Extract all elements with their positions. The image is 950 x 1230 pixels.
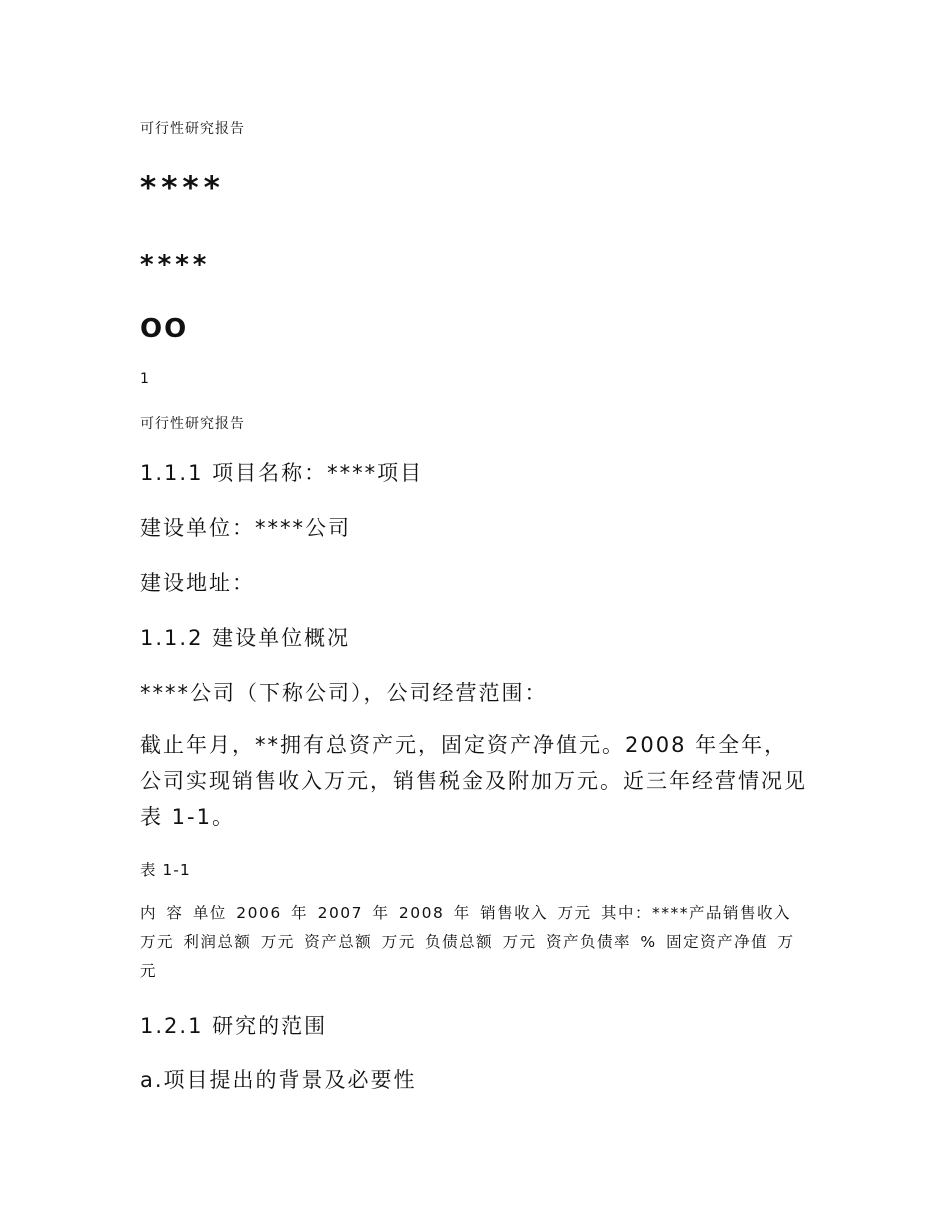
company-scope-line: ****公司（下称公司），公司经营范围： bbox=[140, 681, 548, 705]
table-caption: 表 1-1 bbox=[140, 861, 191, 879]
section-heading-1-2-1: 1.2.1 研究的范围 bbox=[140, 1014, 328, 1038]
page-header: 可行性研究报告 bbox=[140, 121, 245, 137]
company-summary-paragraph: 截止年月，**拥有总资产元，固定资产净值元。2008 年全年，公司实现销售收入万元，销售税金及附加万元。近三年经营情况见表 1-1。 bbox=[140, 733, 807, 829]
page-number: 1 bbox=[140, 371, 150, 387]
list-item-a: a.项目提出的背景及必要性 bbox=[140, 1068, 417, 1092]
builder-address-line: 建设地址： bbox=[140, 571, 255, 595]
page-header: 可行性研究报告 bbox=[140, 416, 245, 432]
cover-title-line-1: **** bbox=[140, 170, 225, 206]
cover-title-line-2: **** bbox=[140, 250, 211, 280]
document-page bbox=[140, 0, 810, 1230]
section-heading-1-1-1: 1.1.1 项目名称：****项目 bbox=[140, 461, 424, 485]
table-contents: 内 容 单位 2006 年 2007 年 2008 年 销售收入 万元 其中：****产品销售收入 万元 利润总额 万元 资产总额 万元 负债总额 万元 资产负债率 % 固定资产净值 万元 bbox=[140, 904, 795, 980]
cover-title-line-3: OO bbox=[140, 314, 189, 344]
section-heading-1-1-2: 1.1.2 建设单位概况 bbox=[140, 626, 351, 650]
builder-unit-line: 建设单位：****公司 bbox=[140, 516, 351, 540]
